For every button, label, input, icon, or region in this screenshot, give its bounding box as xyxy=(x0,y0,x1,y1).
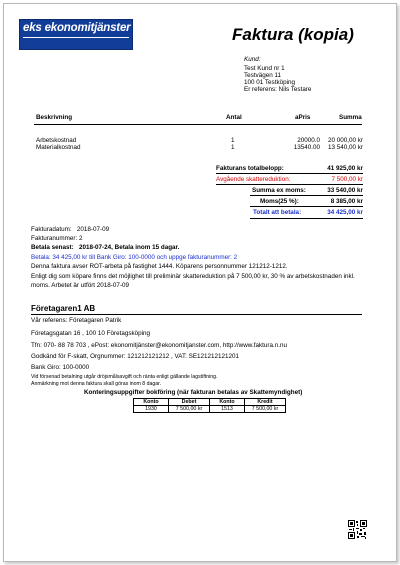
qr-code-icon xyxy=(348,520,367,539)
col-sum-header: Summa xyxy=(339,114,362,121)
tax-reduction-line-1: Enligt dig som köpare finns det möjlighet till preliminär skattereduktion på 7 500,00 kr, 30 % av arbetskostnaden inkl. xyxy=(31,273,355,280)
due-date xyxy=(31,244,179,252)
company-address: Företagsgatan 16 , 100 10 Företagsköping xyxy=(31,330,151,337)
vat-rule xyxy=(250,206,363,207)
row1-description: Arbetskostnad xyxy=(36,137,77,144)
tax-reduction-line-2: moms. Arbetet är utfört 2018-07-09 xyxy=(31,282,130,289)
company-approved: Godkänd för F-skatt, Orgnummer: 121212121212 , VAT: SE121212121201 xyxy=(31,353,240,360)
deduction-label: Avgående skattereduktion: xyxy=(216,176,291,183)
row1-qty: 1 xyxy=(231,137,235,144)
bk-header-account-debit: Konto xyxy=(134,399,169,406)
bookkeeping-title: Konteringsuppgifter bokföring (när fakturan betalas av Skattemyndighet) xyxy=(84,389,303,396)
excl-vat-label: Summa ex moms: xyxy=(252,187,306,194)
vat-value: 8 385,00 kr xyxy=(330,198,363,205)
row2-unitprice: 13540.00 xyxy=(293,144,320,151)
row1-unitprice: 20000.0 xyxy=(297,137,320,144)
due-date-value: 2018-07-24, Betala inom 15 dagar. xyxy=(78,244,180,251)
to-pay-value: 34 425,00 kr xyxy=(327,209,363,216)
to-pay-rule xyxy=(250,218,363,219)
invoice-title: Faktura (kopia) xyxy=(232,25,354,44)
table-row xyxy=(134,406,286,413)
row2-sum: 13 540,00 kr xyxy=(327,144,363,151)
company-logo xyxy=(19,19,133,50)
col-unitprice-header: aPris xyxy=(295,114,311,121)
invoice-date-label: Fakturadatum: xyxy=(31,226,72,233)
items-header-rule xyxy=(34,124,362,125)
invoice-date-value: 2018-07-09 xyxy=(76,226,110,233)
logo-text: eks ekonomitjänster xyxy=(23,22,131,34)
bk-header-credit: Kredit xyxy=(245,399,286,406)
col-description-header: Beskrivning xyxy=(36,114,73,121)
bk-debit-amount: 7 500,00 kr xyxy=(169,406,210,413)
customer-heading: Kund: xyxy=(244,56,261,63)
bk-debit-account: 1930 xyxy=(134,406,169,413)
total-value: 41 925,00 kr xyxy=(327,165,363,172)
to-pay-label: Totalt att betala: xyxy=(253,209,302,216)
deduction-value: 7 500,00 kr xyxy=(331,176,363,183)
deduction-rule xyxy=(216,184,363,185)
company-bank-giro: Bank Giro: 100-0000 xyxy=(31,364,90,371)
bk-credit-account: 1513 xyxy=(210,406,245,413)
payment-instruction: Betala: 34 425,00 kr till Bank Giro: 100-0000 och uppge fakturanummer: 2 xyxy=(31,254,238,261)
invoice-number-value: 2 xyxy=(78,235,83,242)
invoice-date xyxy=(31,226,109,234)
late-fee-note: Vid försenad betalning utgår dröjsmålsavgift och ränta enligt gällande lagstiftning. xyxy=(31,374,218,380)
remark-note: Anmärkning mot denna faktura skall göras inom 8 dagar. xyxy=(31,381,162,387)
vat-label: Moms(25 %): xyxy=(260,198,299,205)
col-qty-header: Antal xyxy=(226,114,242,121)
row1-sum: 20 000,00 kr xyxy=(327,137,363,144)
rot-statement: Denna faktura avser ROT-arbeta på fastighet 1444. Köparens personnummer 121212-1212. xyxy=(31,263,288,270)
row2-description: Materialkostnad xyxy=(36,144,81,151)
logo-underline xyxy=(23,37,129,38)
bookkeeping-header-row xyxy=(134,399,286,406)
customer-street: Testvägen 11 xyxy=(244,72,281,79)
bookkeeping-table xyxy=(133,398,286,413)
bk-header-account-credit: Konto xyxy=(210,399,245,406)
total-rule xyxy=(216,173,363,174)
due-date-label: Betala senast: xyxy=(31,244,74,251)
customer-city: 100 01 Testköping xyxy=(244,79,295,86)
invoice-number-label: Fakturanummer: xyxy=(31,235,78,242)
company-contact: Tfn: 070- 88 78 703 , ePost: ekonomitjänster@ekonomitjanster.com, http://www.faktura.n.nu xyxy=(31,342,287,349)
total-label: Fakturans totalbelopp: xyxy=(216,165,284,172)
row2-qty: 1 xyxy=(231,144,235,151)
company-name: Företagaren1 AB xyxy=(31,304,96,313)
invoice-number xyxy=(31,235,82,243)
company-rule xyxy=(31,314,362,315)
customer-reference: Er referens: Nils Testare xyxy=(244,86,312,93)
excl-vat-rule xyxy=(250,195,363,196)
customer-name: Test Kund nr 1 xyxy=(244,65,285,72)
company-reference: Vår referens: Företagaren Patrik xyxy=(31,317,122,324)
excl-vat-value: 33 540,00 kr xyxy=(327,187,363,194)
bk-credit-amount: 7 500,00 kr xyxy=(245,406,286,413)
bk-header-debit: Debet xyxy=(169,399,210,406)
